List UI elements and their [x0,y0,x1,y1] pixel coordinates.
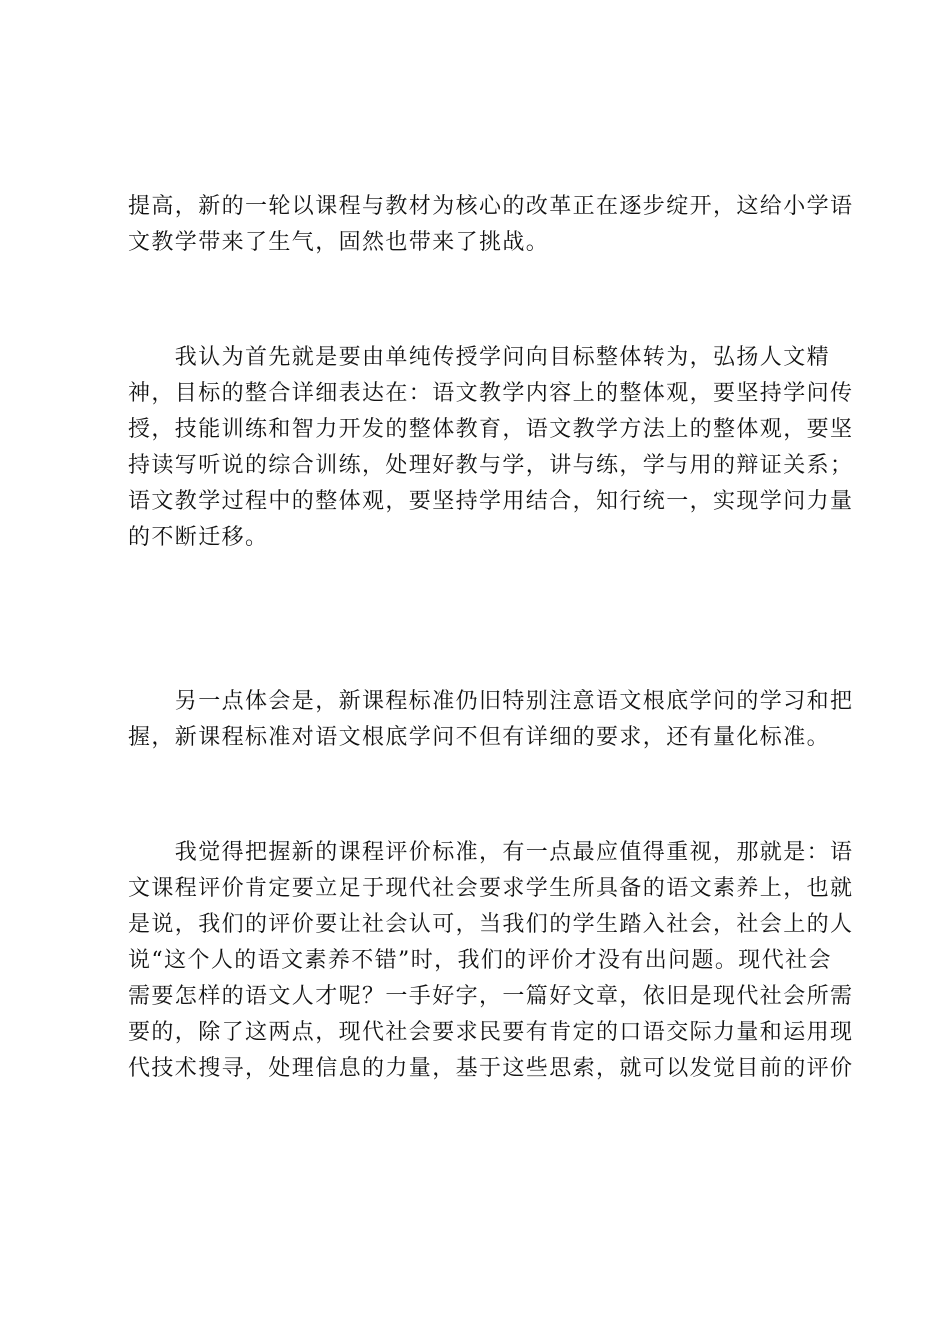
paragraph-4 [128,835,854,1087]
text-line: 神，目标的整合详细表达在：语文教学内容上的整体观，要坚持学问传 [128,381,854,406]
text-line: 要的，除了这两点，现代社会要求民要有肯定的口语交际力量和运用现 [128,1020,854,1045]
text-line: 文教学带来了生气，固然也带来了挑战。 [128,230,550,255]
text-line: 我觉得把握新的课程评价标准，有一点最应值得重视，那就是：语 [128,840,854,865]
text-line: 代技术搜寻，处理信息的力量，基于这些思索，就可以发觉目前的评价 [128,1056,854,1081]
text-line: 握，新课程标准对语文根底学问不但有详细的要求，还有量化标准。 [128,725,831,750]
text-line: 授，技能训练和智力开发的整体教育，语文教学方法上的整体观，要坚 [128,417,854,442]
text-line: 的不断迁移。 [128,525,269,550]
text-line: 持读写听说的综合训练，处理好教与学，讲与练，学与用的辩证关系； [128,453,854,478]
text-line: 提高，新的一轮以课程与教材为核心的改革正在逐步绽开，这给小学语 [128,194,854,219]
text-line: 文课程评价肯定要立足于现代社会要求学生所具备的语文素养上，也就 [128,876,854,901]
text-line: 语文教学过程中的整体观，要坚持学用结合，知行统一，实现学问力量 [128,489,854,514]
paragraph-3 [128,684,854,756]
text-line: 需要怎样的语文人才呢？一手好字，一篇好文章，依旧是现代社会所需 [128,984,854,1009]
text-line: 另一点体会是，新课程标准仍旧特别注意语文根底学问的学习和把 [128,689,854,714]
text-line: 说“这个人的语文素养不错”时，我们的评价才没有出问题。现代社会 [128,948,832,973]
paragraph-1 [128,189,854,261]
paragraph-2 [128,340,854,556]
text-line: 是说，我们的评价要让社会认可，当我们的学生踏入社会，社会上的人 [128,912,854,937]
text-line: 我认为首先就是要由单纯传授学问向目标整体转为，弘扬人文精 [128,345,831,370]
